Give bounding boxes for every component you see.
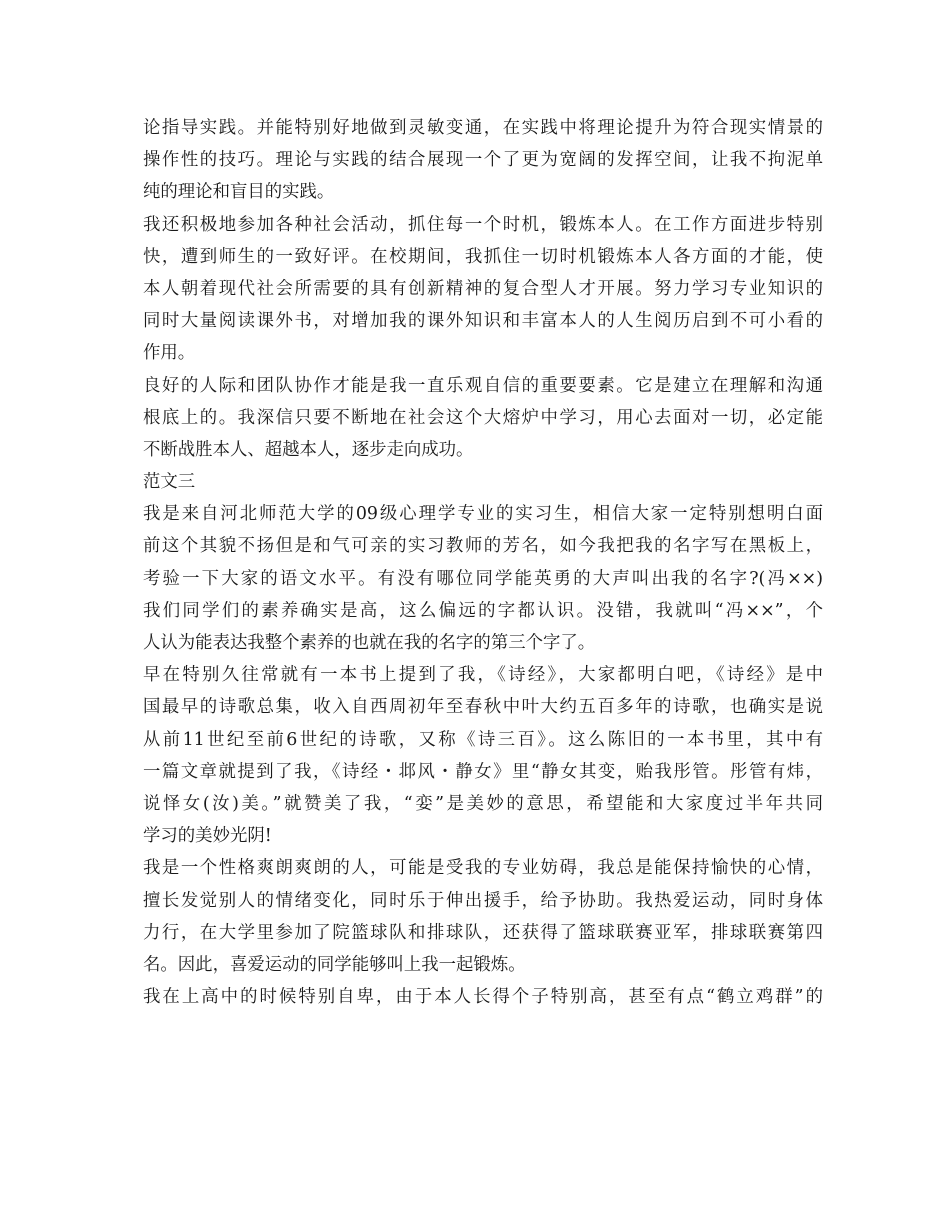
text-line: 论指导实践。并能特别好地做到灵敏变通，在实践中将理论提升为符合现实情景的 [143, 118, 823, 138]
text-line: 良好的人际和团队协作才能是我一直乐观自信的重要要素。它是建立在理解和沟通 [143, 375, 823, 396]
text-line: 快，遭到师生的一致好评。在校期间，我抓住一切时机锻炼本人各方面的才能，使 [143, 246, 823, 267]
text-line: 本人朝着现代社会所需要的具有创新精神的复合型人才开展。努力学习专业知识的 [143, 278, 823, 299]
text-line: 我还积极地参加各种社会活动，抓住每一个时机，锻炼本人。在工作方面进步特别 [143, 214, 823, 235]
text-line: 名。因此，喜爱运动的同学能够叫上我一起锻炼。 [143, 954, 526, 975]
text-line: 根底上的。我深信只要不断地在社会这个大熔炉中学习，用心去面对一切，必定能 [143, 407, 823, 428]
text-line: 学习的美妙光阴! [143, 826, 272, 847]
text-line: 考验一下大家的语文水平。有没有哪位同学能英勇的大声叫出我的名字?(冯××) [143, 568, 823, 589]
text-line: 人认为能表达我整个素养的也就在我的名字的第三个字了。 [143, 633, 596, 653]
text-line: 我在上高中的时候特别自卑，由于本人长得个子特别高，甚至有点“鹤立鸡群”的 [143, 987, 823, 1008]
text-line: 操作性的技巧。理论与实践的结合展现一个了更为宽阔的发挥空间，让我不拘泥单 [143, 150, 823, 171]
text-line: 早在特别久往常就有一本书上提到了我，《诗经》，大家都明白吧，《诗经》是中 [143, 665, 823, 686]
text-line: 力行，在大学里参加了院篮球队和排球队，还获得了篮球联赛亚军，排球联赛第四 [143, 922, 823, 943]
text-line: 不断战胜本人、超越本人，逐步走向成功。 [143, 439, 474, 460]
text-line: 擅长发觉别人的情绪变化，同时乐于伸出援手，给予协助。我热爱运动，同时身体 [143, 890, 823, 911]
text-line: 说怿女(汝)美。”就赞美了我，“娈”是美妙的意思，希望能和大家度过半年共同 [143, 793, 823, 814]
text-line: 一篇文章就提到了我，《诗经・邶风・静女》里“静女其变，贻我彤管。彤管有炜， [143, 761, 823, 782]
text-line: 范文三 [143, 472, 196, 493]
text-line: 我们同学们的素养确实是高，这么偏远的字都认识。没错，我就叫“冯××”，个 [143, 600, 823, 621]
text-line: 纯的理论和盲目的实践。 [143, 182, 335, 203]
text-line: 国最早的诗歌总集，收入自西周初年至春秋中叶大约五百多年的诗歌，也确实是说 [143, 697, 823, 718]
text-line: 同时大量阅读课外书，对增加我的课外知识和丰富本人的人生阅历启到不可小看的 [143, 311, 823, 332]
text-line: 我是来自河北师范大学的09级心理学专业的实习生，相信大家一定特别想明白面 [143, 504, 823, 525]
document-body [143, 112, 823, 1013]
text-line: 从前11世纪至前6世纪的诗歌，又称《诗三百》。这么陈旧的一本书里，其中有 [143, 729, 823, 750]
text-line: 作用。 [143, 343, 196, 364]
text-line: 前这个其貌不扬但是和气可亲的实习教师的芳名，如今我把我的名字写在黑板上， [143, 536, 823, 557]
text-line: 我是一个性格爽朗爽朗的人，可能是受我的专业妨碍，我总是能保持愉快的心情， [143, 858, 823, 879]
